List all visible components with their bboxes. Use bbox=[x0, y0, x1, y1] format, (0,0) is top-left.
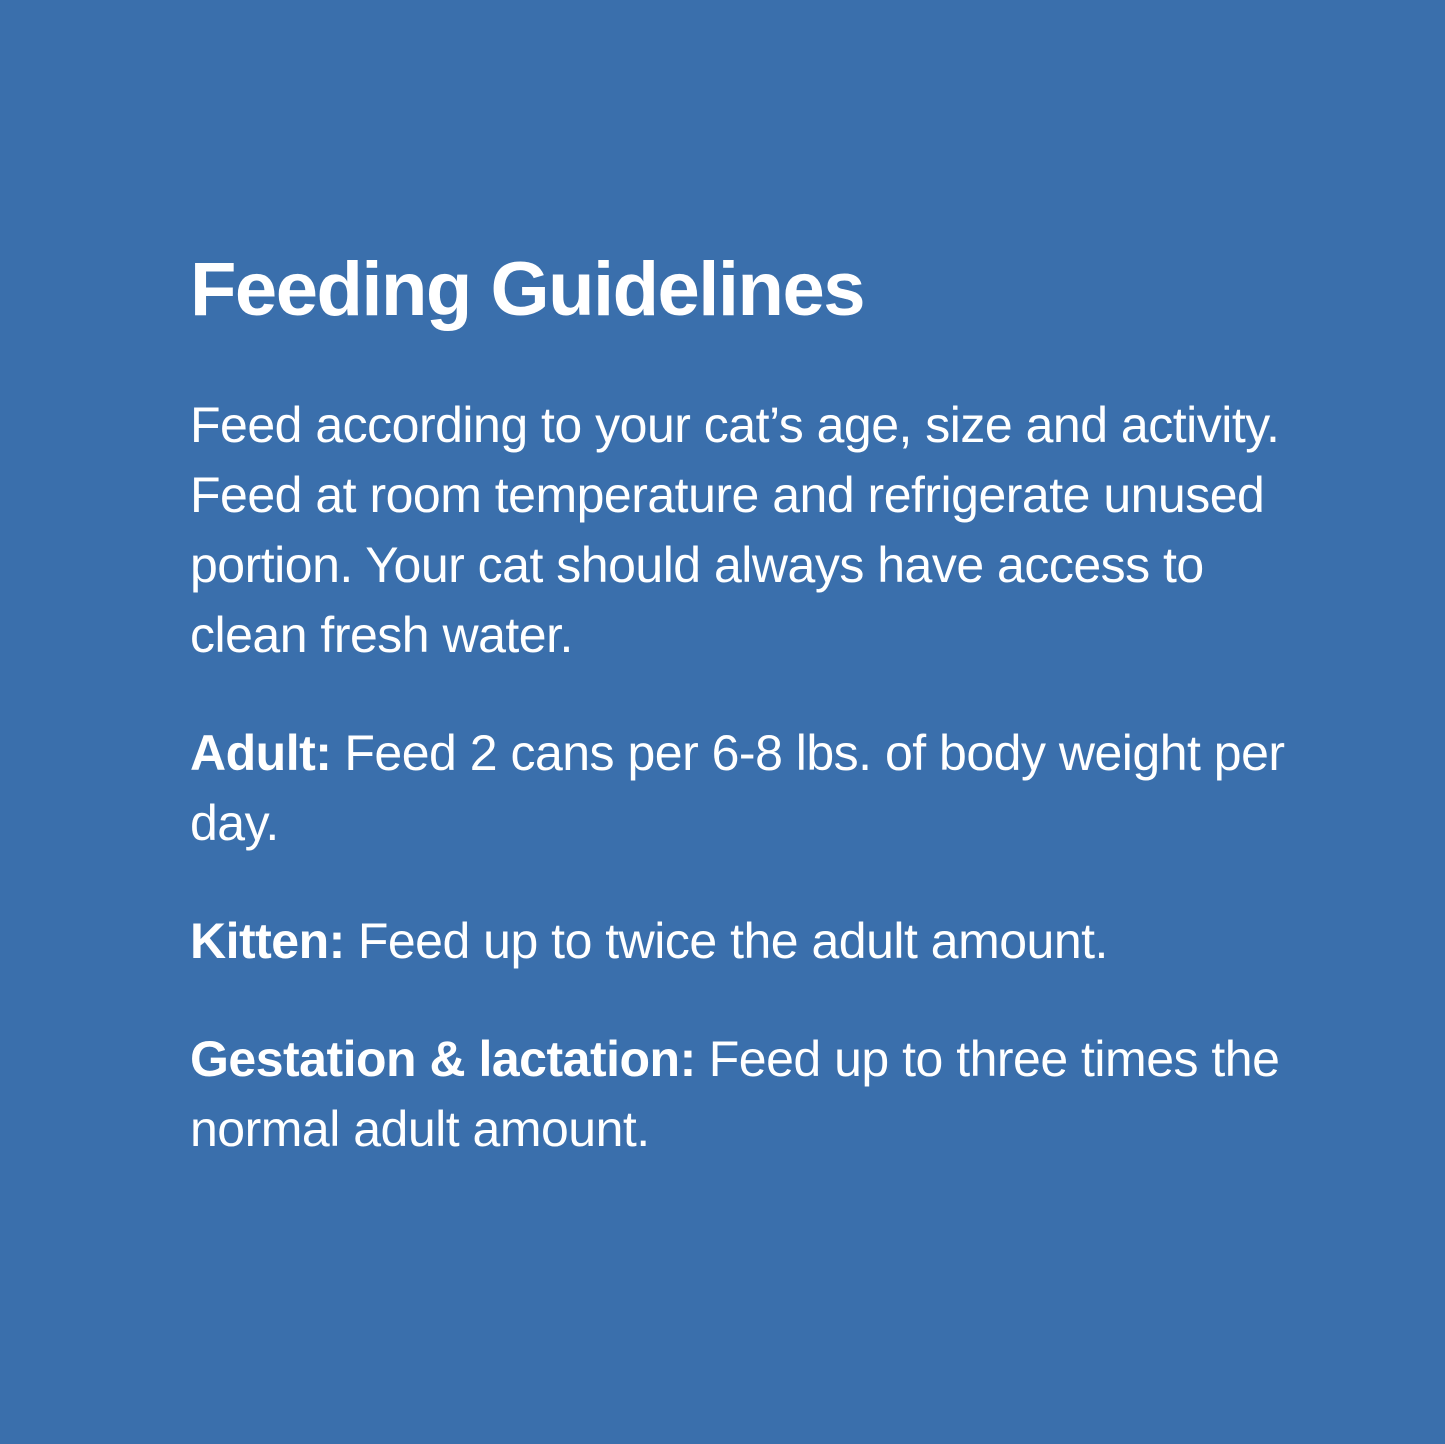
feeding-section-kitten bbox=[190, 906, 1295, 976]
section-label: Kitten: bbox=[190, 912, 345, 969]
feeding-section-adult bbox=[190, 718, 1295, 858]
section-text: Feed up to three times the normal adult amount. bbox=[190, 1030, 1280, 1157]
section-label: Gestation & lactation: bbox=[190, 1030, 696, 1087]
section-label: Adult: bbox=[190, 724, 332, 781]
section-text: Feed 2 cans per 6-8 lbs. of body weight per day. bbox=[190, 724, 1285, 851]
feeding-section-gestation-lactation bbox=[190, 1024, 1295, 1164]
page-title: Feeding Guidelines bbox=[190, 247, 864, 332]
intro-paragraph: Feed according to your cat’s age, size and activity. Feed at room temperature and refrigerate unused portion. Your cat should always have access to clean fresh water. bbox=[190, 396, 1280, 663]
section-text: Feed up to twice the adult amount. bbox=[357, 912, 1108, 969]
